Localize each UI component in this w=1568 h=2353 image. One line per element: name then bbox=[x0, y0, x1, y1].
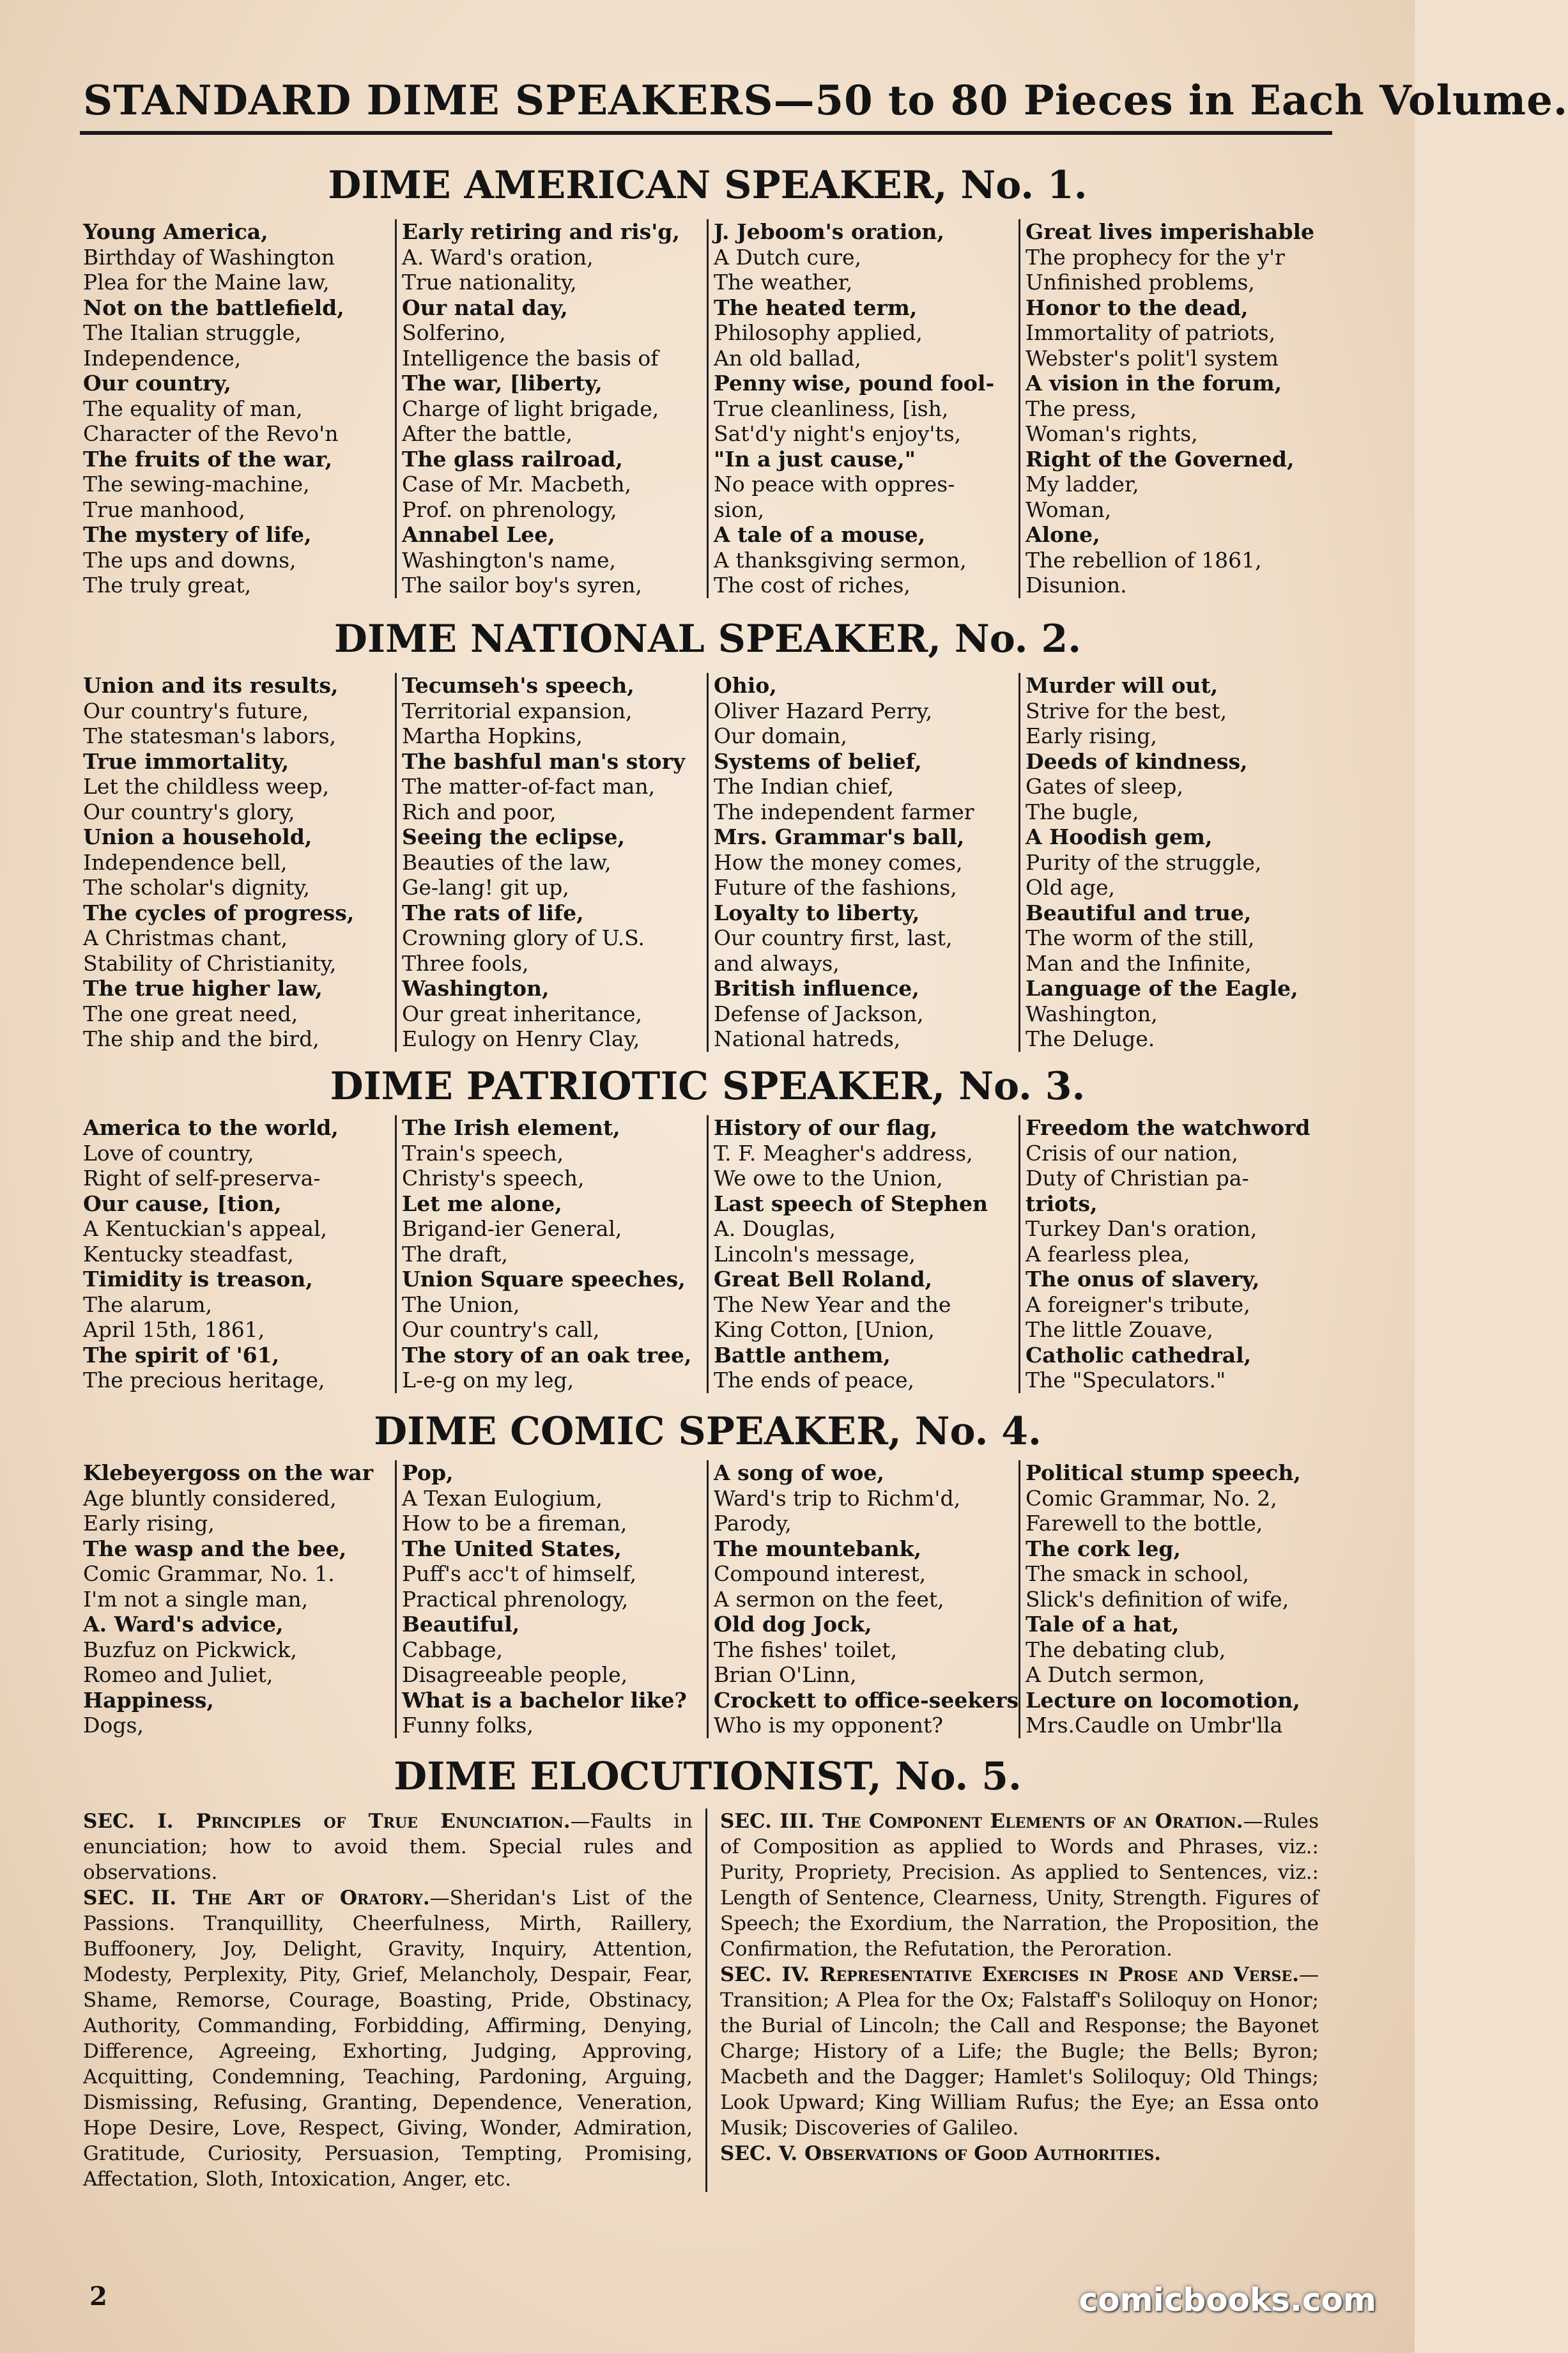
list-item: The weather, bbox=[714, 270, 853, 295]
list-item: Seeing the eclipse, bbox=[402, 824, 625, 849]
list-item: Love of country, bbox=[83, 1140, 254, 1166]
list-item: Our country's call, bbox=[402, 1317, 600, 1342]
list-item: The bashful man's story bbox=[402, 748, 686, 774]
column bbox=[707, 1115, 1018, 1393]
list-item: Charge of light brigade, bbox=[402, 396, 659, 421]
list-item: Woman, bbox=[1026, 497, 1112, 522]
list-item: Oliver Hazard Perry, bbox=[714, 698, 933, 723]
list-item: The New Year and the bbox=[714, 1292, 951, 1317]
list-item: A. Ward's advice, bbox=[83, 1612, 284, 1637]
list-item: Not on the battlefield, bbox=[83, 295, 344, 320]
list-item: Loyalty to liberty, bbox=[714, 900, 920, 925]
list-item: The heated term, bbox=[714, 295, 918, 320]
list-item: A Dutch cure, bbox=[714, 244, 862, 270]
list-item: National hatreds, bbox=[714, 1026, 901, 1051]
list-item: The glass railroad, bbox=[402, 446, 623, 472]
page-header-title: STANDARD DIME SPEAKERS—50 to 80 Pieces in Each Volume. bbox=[83, 77, 1568, 125]
list-item: The matter-of-fact man, bbox=[402, 774, 656, 799]
list-item: The Deluge. bbox=[1026, 1026, 1155, 1051]
list-item: Alone, bbox=[1026, 522, 1100, 547]
list-item: Deeds of kindness, bbox=[1026, 748, 1248, 774]
list-item: The war, [liberty, bbox=[402, 371, 603, 396]
list-item: Train's speech, bbox=[402, 1140, 564, 1166]
list-item: Lecture on locomotion, bbox=[1026, 1687, 1300, 1713]
list-item: Purity of the struggle, bbox=[1026, 849, 1262, 875]
elocutionist-paragraph bbox=[83, 1885, 693, 2192]
list-item: The press, bbox=[1026, 396, 1137, 421]
list-item: Language of the Eagle, bbox=[1026, 976, 1298, 1001]
list-item: British influence, bbox=[714, 976, 919, 1001]
list-item: Turkey Dan's oration, bbox=[1026, 1216, 1257, 1241]
list-item: Comic Grammar, No. 1. bbox=[83, 1561, 335, 1586]
list-item: Stability of Christianity, bbox=[83, 950, 337, 976]
list-item: The alarum, bbox=[83, 1292, 212, 1317]
list-item: Case of Mr. Macbeth, bbox=[402, 472, 631, 497]
list-item: A. Douglas, bbox=[714, 1216, 836, 1241]
list-item: Defense of Jackson, bbox=[714, 1001, 924, 1026]
list-item: Parody, bbox=[714, 1511, 792, 1536]
list-item: No peace with oppres- bbox=[714, 472, 955, 497]
list-item: Battle anthem, bbox=[714, 1342, 891, 1368]
list-item: Our country, bbox=[83, 371, 231, 396]
list-item: Crockett to office-seekers bbox=[714, 1687, 1019, 1713]
list-item: Happiness, bbox=[83, 1687, 214, 1713]
list-item: Ward's trip to Richm'd, bbox=[714, 1485, 961, 1511]
list-item: Independence, bbox=[83, 345, 242, 371]
list-item: How the money comes, bbox=[714, 849, 963, 875]
column bbox=[395, 1115, 707, 1393]
list-item: Who is my opponent? bbox=[714, 1713, 943, 1738]
column bbox=[83, 1460, 395, 1738]
list-item: Immortality of patriots, bbox=[1026, 320, 1276, 345]
list-item: Philosophy applied, bbox=[714, 320, 923, 345]
list-item: The mystery of life, bbox=[83, 522, 312, 547]
column bbox=[83, 673, 395, 1052]
list-item: Kentucky steadfast, bbox=[83, 1241, 294, 1267]
list-item: The Italian struggle, bbox=[83, 320, 302, 345]
list-item: The precious heritage, bbox=[83, 1368, 325, 1393]
column bbox=[1018, 673, 1330, 1052]
list-item: Slick's definition of wife, bbox=[1026, 1586, 1289, 1612]
list-item: Three fools, bbox=[402, 950, 529, 976]
list-item: The fruits of the war, bbox=[83, 446, 333, 472]
list-item: Let me alone, bbox=[402, 1191, 562, 1216]
list-item: Washington, bbox=[1026, 1001, 1158, 1026]
list-item: Freedom the watchword bbox=[1026, 1115, 1311, 1140]
section-heading: SEC. II. The Art of Oratory. bbox=[83, 1886, 430, 1909]
list-item: Character of the Revo'n bbox=[83, 421, 339, 446]
list-item: Puff's acc't of himself, bbox=[402, 1561, 637, 1586]
list-item: The one great need, bbox=[83, 1001, 298, 1026]
list-item: True immortality, bbox=[83, 748, 289, 774]
elocutionist-columns bbox=[83, 1809, 1332, 2192]
list-item: A Dutch sermon, bbox=[1026, 1662, 1205, 1687]
list-item: The bugle, bbox=[1026, 799, 1139, 824]
list-item: Compound interest, bbox=[714, 1561, 926, 1586]
list-item: Funny folks, bbox=[402, 1713, 534, 1738]
list-item: The cork leg, bbox=[1026, 1536, 1181, 1561]
column bbox=[395, 1460, 707, 1738]
list-item: The cost of riches, bbox=[714, 573, 911, 598]
list-item: Mrs.Caudle on Umbr'lla bbox=[1026, 1713, 1283, 1738]
list-item: Great Bell Roland, bbox=[714, 1267, 933, 1292]
list-item: Lincoln's message, bbox=[714, 1241, 916, 1267]
section-heading: SEC. I. Principles of True Enunciation. bbox=[83, 1810, 571, 1833]
list-item: Our great inheritance, bbox=[402, 1001, 643, 1026]
list-item: The smack in school, bbox=[1026, 1561, 1249, 1586]
list-item: Birthday of Washington bbox=[83, 244, 335, 270]
list-item: Plea for the Maine law, bbox=[83, 270, 330, 295]
column bbox=[83, 1115, 395, 1393]
list-item: Pop, bbox=[402, 1460, 454, 1485]
list-item: The rats of life, bbox=[402, 900, 584, 925]
list-item: A Kentuckian's appeal, bbox=[83, 1216, 328, 1241]
list-item: Our country's future, bbox=[83, 698, 309, 723]
list-item: L-e-g on my leg, bbox=[402, 1368, 574, 1393]
list-item: A tale of a mouse, bbox=[714, 522, 926, 547]
list-item: What is a bachelor like? bbox=[402, 1687, 687, 1713]
list-item: Rich and poor, bbox=[402, 799, 557, 824]
list-item: Disunion. bbox=[1026, 573, 1127, 598]
list-item: Brian O'Linn, bbox=[714, 1662, 857, 1687]
list-item: triots, bbox=[1026, 1191, 1098, 1216]
page-corner-mark: 2 bbox=[89, 2281, 107, 2311]
list-item: True manhood, bbox=[83, 497, 245, 522]
list-item: True nationality, bbox=[402, 270, 577, 295]
list-item: Catholic cathedral, bbox=[1026, 1342, 1252, 1368]
list-item: The worm of the still, bbox=[1026, 925, 1255, 950]
list-item: The scholar's dignity, bbox=[83, 875, 310, 900]
list-item: Right of self-preserva- bbox=[83, 1166, 321, 1191]
list-item: Dogs, bbox=[83, 1713, 144, 1738]
list-item: Union and its results, bbox=[83, 673, 339, 698]
list-item: Solferino, bbox=[402, 320, 506, 345]
elocutionist-paragraph bbox=[720, 2141, 1319, 2166]
column bbox=[395, 673, 707, 1052]
list-item: Klebeyergoss on the war bbox=[83, 1460, 373, 1485]
list-item: A sermon on the feet, bbox=[714, 1586, 944, 1612]
list-item: The sailor boy's syren, bbox=[402, 573, 642, 598]
list-item: The cycles of progress, bbox=[83, 900, 355, 925]
list-item: Duty of Christian pa- bbox=[1026, 1166, 1249, 1191]
list-item: Ge-lang! git up, bbox=[402, 875, 569, 900]
list-item: Timidity is treason, bbox=[83, 1267, 313, 1292]
list-item: Our domain, bbox=[714, 723, 847, 748]
list-item: Our country first, last, bbox=[714, 925, 953, 950]
list-item: Practical phrenology, bbox=[402, 1586, 629, 1612]
list-item: Old dog Jock, bbox=[714, 1612, 872, 1637]
site-watermark: comicbooks.com bbox=[1079, 2281, 1376, 2318]
list-item: Buzfuz on Pickwick, bbox=[83, 1637, 297, 1662]
list-item: The Union, bbox=[402, 1292, 520, 1317]
list-item: The little Zouave, bbox=[1026, 1317, 1213, 1342]
list-item: True cleanliness, [ish, bbox=[714, 396, 949, 421]
list-item: The independent farmer bbox=[714, 799, 974, 824]
list-item: Old age, bbox=[1026, 875, 1116, 900]
list-item: The mountebank, bbox=[714, 1536, 921, 1561]
list-item: Independence bell, bbox=[83, 849, 288, 875]
list-item: The ups and downs, bbox=[83, 547, 296, 573]
list-item: The debating club, bbox=[1026, 1637, 1226, 1662]
list-item: Man and the Infinite, bbox=[1026, 950, 1252, 976]
list-item: A thanksgiving sermon, bbox=[714, 547, 967, 573]
section-body: —Rules of Composition as applied to Words and Phrases, viz.: Purity, Propriety, Precision. As applied to Sentences, viz.: Length of Sentence, Clearness, Unity, Strength. Figures of Speech; the Exordium, the Narration, the Proposition, the Confirmation, the Refutation, the Peroration. bbox=[720, 1810, 1319, 1961]
list-item: The Indian chief, bbox=[714, 774, 895, 799]
list-item: I'm not a single man, bbox=[83, 1586, 309, 1612]
list-item: The Irish element, bbox=[402, 1115, 620, 1140]
column bbox=[707, 673, 1018, 1052]
list-item: The United States, bbox=[402, 1536, 622, 1561]
list-item: Future of the fashions, bbox=[714, 875, 957, 900]
column bbox=[395, 219, 707, 598]
list-item: The sewing-machine, bbox=[83, 472, 310, 497]
list-item: "In a just cause," bbox=[714, 446, 916, 472]
section-body: —Sheridan's List of the Passions. Tranquillity, Cheerfulness, Mirth, Raillery, Buffoonery, Joy, Delight, Gravity, Inquiry, Attention, Modesty, Perplexity, Pity, Grief, Melancholy, Despair, Fear, Shame, Remorse, Courage, Boasting, Pride, Obstinacy, Authority, Commanding, Forbidding, Affirming, Denying, Difference, Agreeing, Exhorting, Judging, Approving, Acquitting, Condemning, Teaching, Pardoning, Arguing, Dismissing, Refusing, Granting, Dependence, Veneration, Hope Desire, Love, Respect, Giving, Wonder, Admiration, Gratitude, Curiosity, Persuasion, Tempting, Promising, Affectation, Sloth, Intoxication, Anger, etc. bbox=[83, 1886, 693, 2191]
section-columns bbox=[83, 219, 1332, 598]
list-item: Crowning glory of U.S. bbox=[402, 925, 645, 950]
list-item: Beautiful, bbox=[402, 1612, 520, 1637]
list-item: Martha Hopkins, bbox=[402, 723, 583, 748]
section-title: DIME NATIONAL SPEAKER, No. 2. bbox=[334, 617, 1082, 661]
list-item: An old ballad, bbox=[714, 345, 861, 371]
list-item: T. F. Meagher's address, bbox=[714, 1140, 973, 1166]
list-item: Farewell to the bottle, bbox=[1026, 1511, 1263, 1536]
list-item: Our cause, [tion, bbox=[83, 1191, 282, 1216]
section-heading: SEC. V. Observations of Good Authorities. bbox=[720, 2142, 1162, 2165]
list-item: Murder will out, bbox=[1026, 673, 1218, 698]
list-item: Beautiful and true, bbox=[1026, 900, 1252, 925]
list-item: Woman's rights, bbox=[1026, 421, 1198, 446]
column bbox=[83, 219, 395, 598]
section-heading: SEC. III. The Component Elements of an Oration. bbox=[720, 1810, 1243, 1833]
list-item: We owe to the Union, bbox=[714, 1166, 943, 1191]
list-item: Early rising, bbox=[83, 1511, 215, 1536]
list-item: Ohio, bbox=[714, 673, 777, 698]
section-title: DIME ELOCUTIONIST, No. 5. bbox=[394, 1754, 1022, 1799]
list-item: Tecumseh's speech, bbox=[402, 673, 634, 698]
column bbox=[1018, 1460, 1330, 1738]
list-item: Annabel Lee, bbox=[402, 522, 555, 547]
section-body: —Faults in enunciation; how to avoid them. Special rules and observations. bbox=[83, 1810, 693, 1884]
list-item: Cabbage, bbox=[402, 1637, 503, 1662]
list-item: A fearless plea, bbox=[1026, 1241, 1190, 1267]
list-item: Political stump speech, bbox=[1026, 1460, 1301, 1485]
list-item: Christy's speech, bbox=[402, 1166, 585, 1191]
list-item: Right of the Governed, bbox=[1026, 446, 1295, 472]
list-item: The prophecy for the y'r bbox=[1026, 244, 1285, 270]
list-item: A. Ward's oration, bbox=[402, 244, 594, 270]
list-item: King Cotton, [Union, bbox=[714, 1317, 935, 1342]
list-item: The spirit of '61, bbox=[83, 1342, 280, 1368]
list-item: The truly great, bbox=[83, 573, 252, 598]
list-item: The draft, bbox=[402, 1241, 508, 1267]
section-title: DIME COMIC SPEAKER, No. 4. bbox=[374, 1409, 1041, 1454]
list-item: The rebellion of 1861, bbox=[1026, 547, 1262, 573]
list-item: Brigand-ier General, bbox=[402, 1216, 622, 1241]
list-item: Disagreeable people, bbox=[402, 1662, 628, 1687]
list-item: Tale of a hat, bbox=[1026, 1612, 1180, 1637]
list-item: Romeo and Juliet, bbox=[83, 1662, 273, 1687]
section-title: DIME PATRIOTIC SPEAKER, No. 3. bbox=[330, 1064, 1086, 1109]
list-item: Sat'd'y night's enjoy'ts, bbox=[714, 421, 962, 446]
list-item: The equality of man, bbox=[83, 396, 303, 421]
list-item: The fishes' toilet, bbox=[714, 1637, 898, 1662]
list-item: Union a household, bbox=[83, 824, 312, 849]
list-item: Our natal day, bbox=[402, 295, 568, 320]
column bbox=[707, 219, 1018, 598]
list-item: My ladder, bbox=[1026, 472, 1139, 497]
list-item: The onus of slavery, bbox=[1026, 1267, 1260, 1292]
list-item: Gates of sleep, bbox=[1026, 774, 1183, 799]
list-item: Comic Grammar, No. 2, bbox=[1026, 1485, 1277, 1511]
list-item: The story of an oak tree, bbox=[402, 1342, 692, 1368]
list-item: Penny wise, pound fool- bbox=[714, 371, 995, 396]
section-columns bbox=[83, 1115, 1332, 1393]
list-item: Honor to the dead, bbox=[1026, 295, 1249, 320]
list-item: After the battle, bbox=[402, 421, 573, 446]
header-rule bbox=[80, 131, 1332, 135]
list-item: A Christmas chant, bbox=[83, 925, 288, 950]
elocutionist-left-column bbox=[83, 1809, 707, 2192]
elocutionist-paragraph bbox=[720, 1962, 1319, 2141]
list-item: How to be a fireman, bbox=[402, 1511, 627, 1536]
list-item: Last speech of Stephen bbox=[714, 1191, 988, 1216]
column bbox=[1018, 1115, 1330, 1393]
list-item: Eulogy on Henry Clay, bbox=[402, 1026, 640, 1051]
elocutionist-paragraph bbox=[720, 1809, 1319, 1962]
list-item: A foreigner's tribute, bbox=[1026, 1292, 1250, 1317]
list-item: Beauties of the law, bbox=[402, 849, 611, 875]
list-item: History of our flag, bbox=[714, 1115, 938, 1140]
list-item: April 15th, 1861, bbox=[83, 1317, 265, 1342]
list-item: A song of woe, bbox=[714, 1460, 884, 1485]
list-item: Our country's glory, bbox=[83, 799, 295, 824]
list-item: Union Square speeches, bbox=[402, 1267, 686, 1292]
list-item: A Hoodish gem, bbox=[1026, 824, 1213, 849]
list-item: The statesman's labors, bbox=[83, 723, 337, 748]
list-item: Early rising, bbox=[1026, 723, 1157, 748]
list-item: A vision in the forum, bbox=[1026, 371, 1282, 396]
elocutionist-paragraph bbox=[83, 1809, 693, 1885]
list-item: Strive for the best, bbox=[1026, 698, 1227, 723]
list-item: Webster's polit'l system bbox=[1026, 345, 1279, 371]
list-item: Prof. on phrenology, bbox=[402, 497, 617, 522]
list-item: Washington, bbox=[402, 976, 550, 1001]
list-item: The true higher law, bbox=[83, 976, 323, 1001]
list-item: Systems of belief, bbox=[714, 748, 922, 774]
list-item: Crisis of our nation, bbox=[1026, 1140, 1238, 1166]
list-item: Intelligence the basis of bbox=[402, 345, 659, 371]
list-item: Young America, bbox=[83, 219, 268, 244]
list-item: The ends of peace, bbox=[714, 1368, 915, 1393]
list-item: J. Jeboom's oration, bbox=[714, 219, 944, 244]
list-item: sion, bbox=[714, 497, 765, 522]
list-item: Territorial expansion, bbox=[402, 698, 633, 723]
list-item: Let the childless weep, bbox=[83, 774, 330, 799]
section-title: DIME AMERICAN SPEAKER, No. 1. bbox=[328, 163, 1088, 208]
column bbox=[707, 1460, 1018, 1738]
list-item: America to the world, bbox=[83, 1115, 339, 1140]
list-item: Early retiring and ris'g, bbox=[402, 219, 680, 244]
list-item: and always, bbox=[714, 950, 840, 976]
list-item: Mrs. Grammar's ball, bbox=[714, 824, 965, 849]
section-columns bbox=[83, 673, 1332, 1052]
list-item: Washington's name, bbox=[402, 547, 616, 573]
list-item: A Texan Eulogium, bbox=[402, 1485, 603, 1511]
list-item: Unfinished problems, bbox=[1026, 270, 1255, 295]
section-body: —Transition; A Plea for the Ox; Falstaff's Soliloquy on Honor; the Burial of Lincoln; the Call and Response; the Bayonet Charge; History of a Life; the Bugle; the Bells; Byron; Macbeth and the Dagger; Hamlet's Soliloquy; Old Things; Look Upward; King William Rufus; the Eye; an Essa onto Musik; Discoveries of Galileo. bbox=[720, 1963, 1319, 2140]
list-item: The wasp and the bee, bbox=[83, 1536, 347, 1561]
column bbox=[1018, 219, 1330, 598]
list-item: Age bluntly considered, bbox=[83, 1485, 337, 1511]
list-item: Great lives imperishable bbox=[1026, 219, 1314, 244]
list-item: The "Speculators." bbox=[1026, 1368, 1226, 1393]
section-columns bbox=[83, 1460, 1332, 1738]
list-item: The ship and the bird, bbox=[83, 1026, 319, 1051]
section-heading: SEC. IV. Representative Exercises in Prose and Verse. bbox=[720, 1963, 1299, 1986]
elocutionist-right-column bbox=[707, 1809, 1332, 2192]
